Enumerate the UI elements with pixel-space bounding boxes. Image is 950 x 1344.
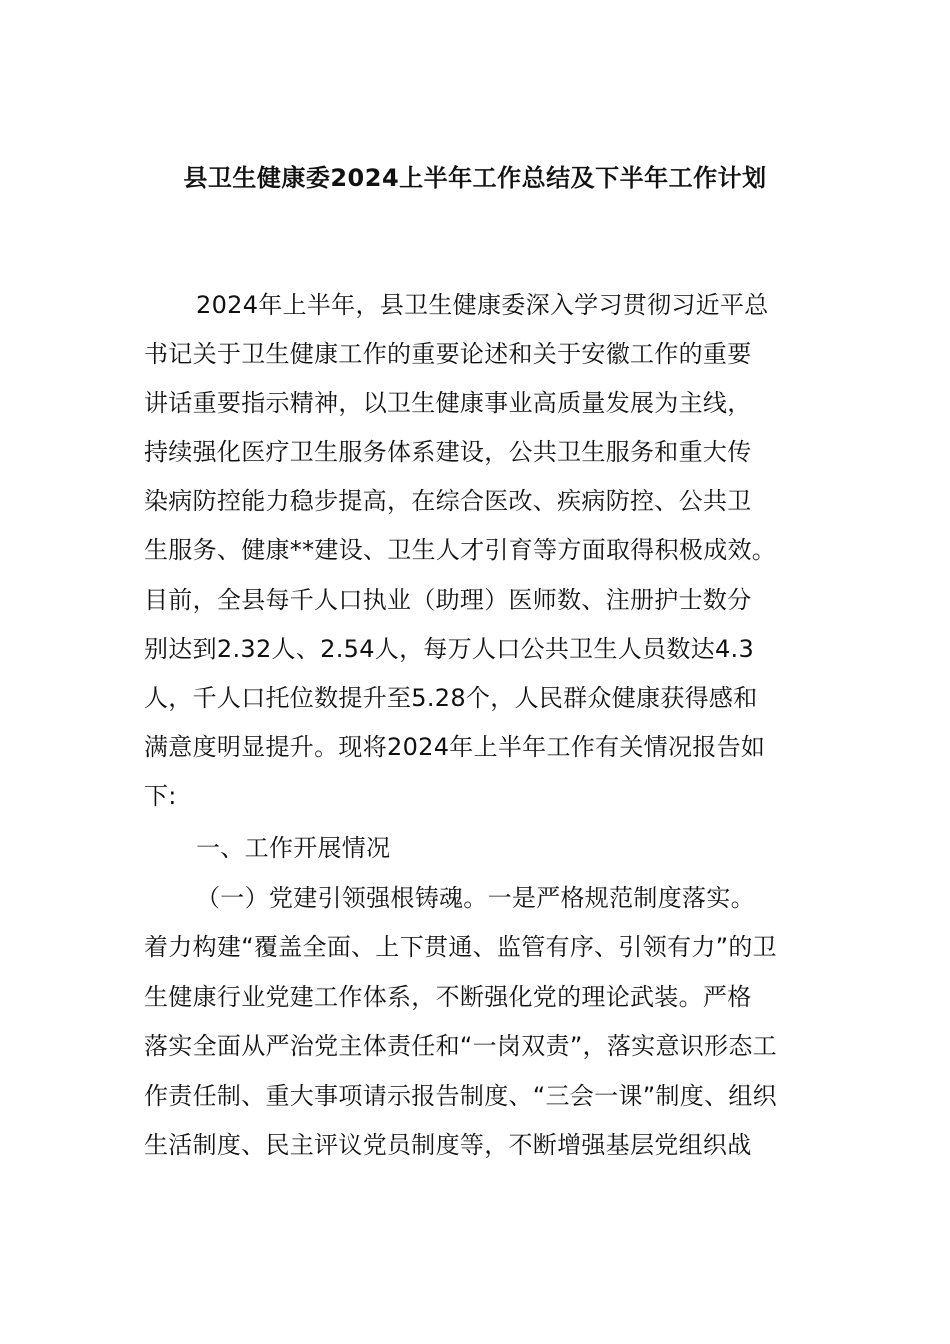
paragraph-line: 满意度明显提升。现将2024年上半年工作有关情况报告如 <box>144 733 766 761</box>
paragraph-line: 生活制度、民主评议党员制度等，不断增强基层党组织战 <box>144 1131 752 1159</box>
paragraph-line: 染病防控能力稳步提高，在综合医改、疾病防控、公共卫 <box>144 487 752 515</box>
paragraph-line: 下: <box>144 782 177 810</box>
paragraph-line: 作责任制、重大事项请示报告制度、“三会一课”制度、组织 <box>144 1082 777 1110</box>
paragraph-line: 讲话重要指示精神，以卫生健康事业高质量发展为主线， <box>144 389 752 417</box>
paragraph-line: 持续强化医疗卫生服务体系建设，公共卫生服务和重大传 <box>144 438 752 466</box>
paragraph-line: 着力构建“覆盖全面、上下贯通、监管有序、引领有力”的卫 <box>144 933 777 961</box>
paragraph-line: 2024年上半年，县卫生健康委深入学习贯彻习近平总 <box>196 291 769 319</box>
paragraph-line: 生健康行业党建工作体系，不断强化党的理论武装。严格 <box>144 983 752 1011</box>
paragraph-line: 目前，全县每千人口执业（助理）医师数、注册护士数分 <box>144 586 752 614</box>
paragraph-line: 落实全面从严治党主体责任和“一岗双责”，落实意识形态工 <box>144 1032 777 1060</box>
paragraph-line: 书记关于卫生健康工作的重要论述和关于安徽工作的重要 <box>144 340 752 368</box>
paragraph-line: 人，千人口托位数提升至5.28个，人民群众健康获得感和 <box>144 684 758 712</box>
document-title: 县卫生健康委2024上半年工作总结及下半年工作计划 <box>183 164 767 192</box>
section-heading: 一、工作开展情况 <box>196 834 391 862</box>
paragraph-line: 生服务、健康**建设、卫生人才引育等方面取得积极成效。 <box>144 536 777 564</box>
paragraph-line: 别达到2.32人、2.54人，每万人口公共卫生人员数达4.3 <box>144 635 755 663</box>
paragraph-line: （一）党建引领强根铸魂。一是严格规范制度落实。 <box>196 884 755 912</box>
